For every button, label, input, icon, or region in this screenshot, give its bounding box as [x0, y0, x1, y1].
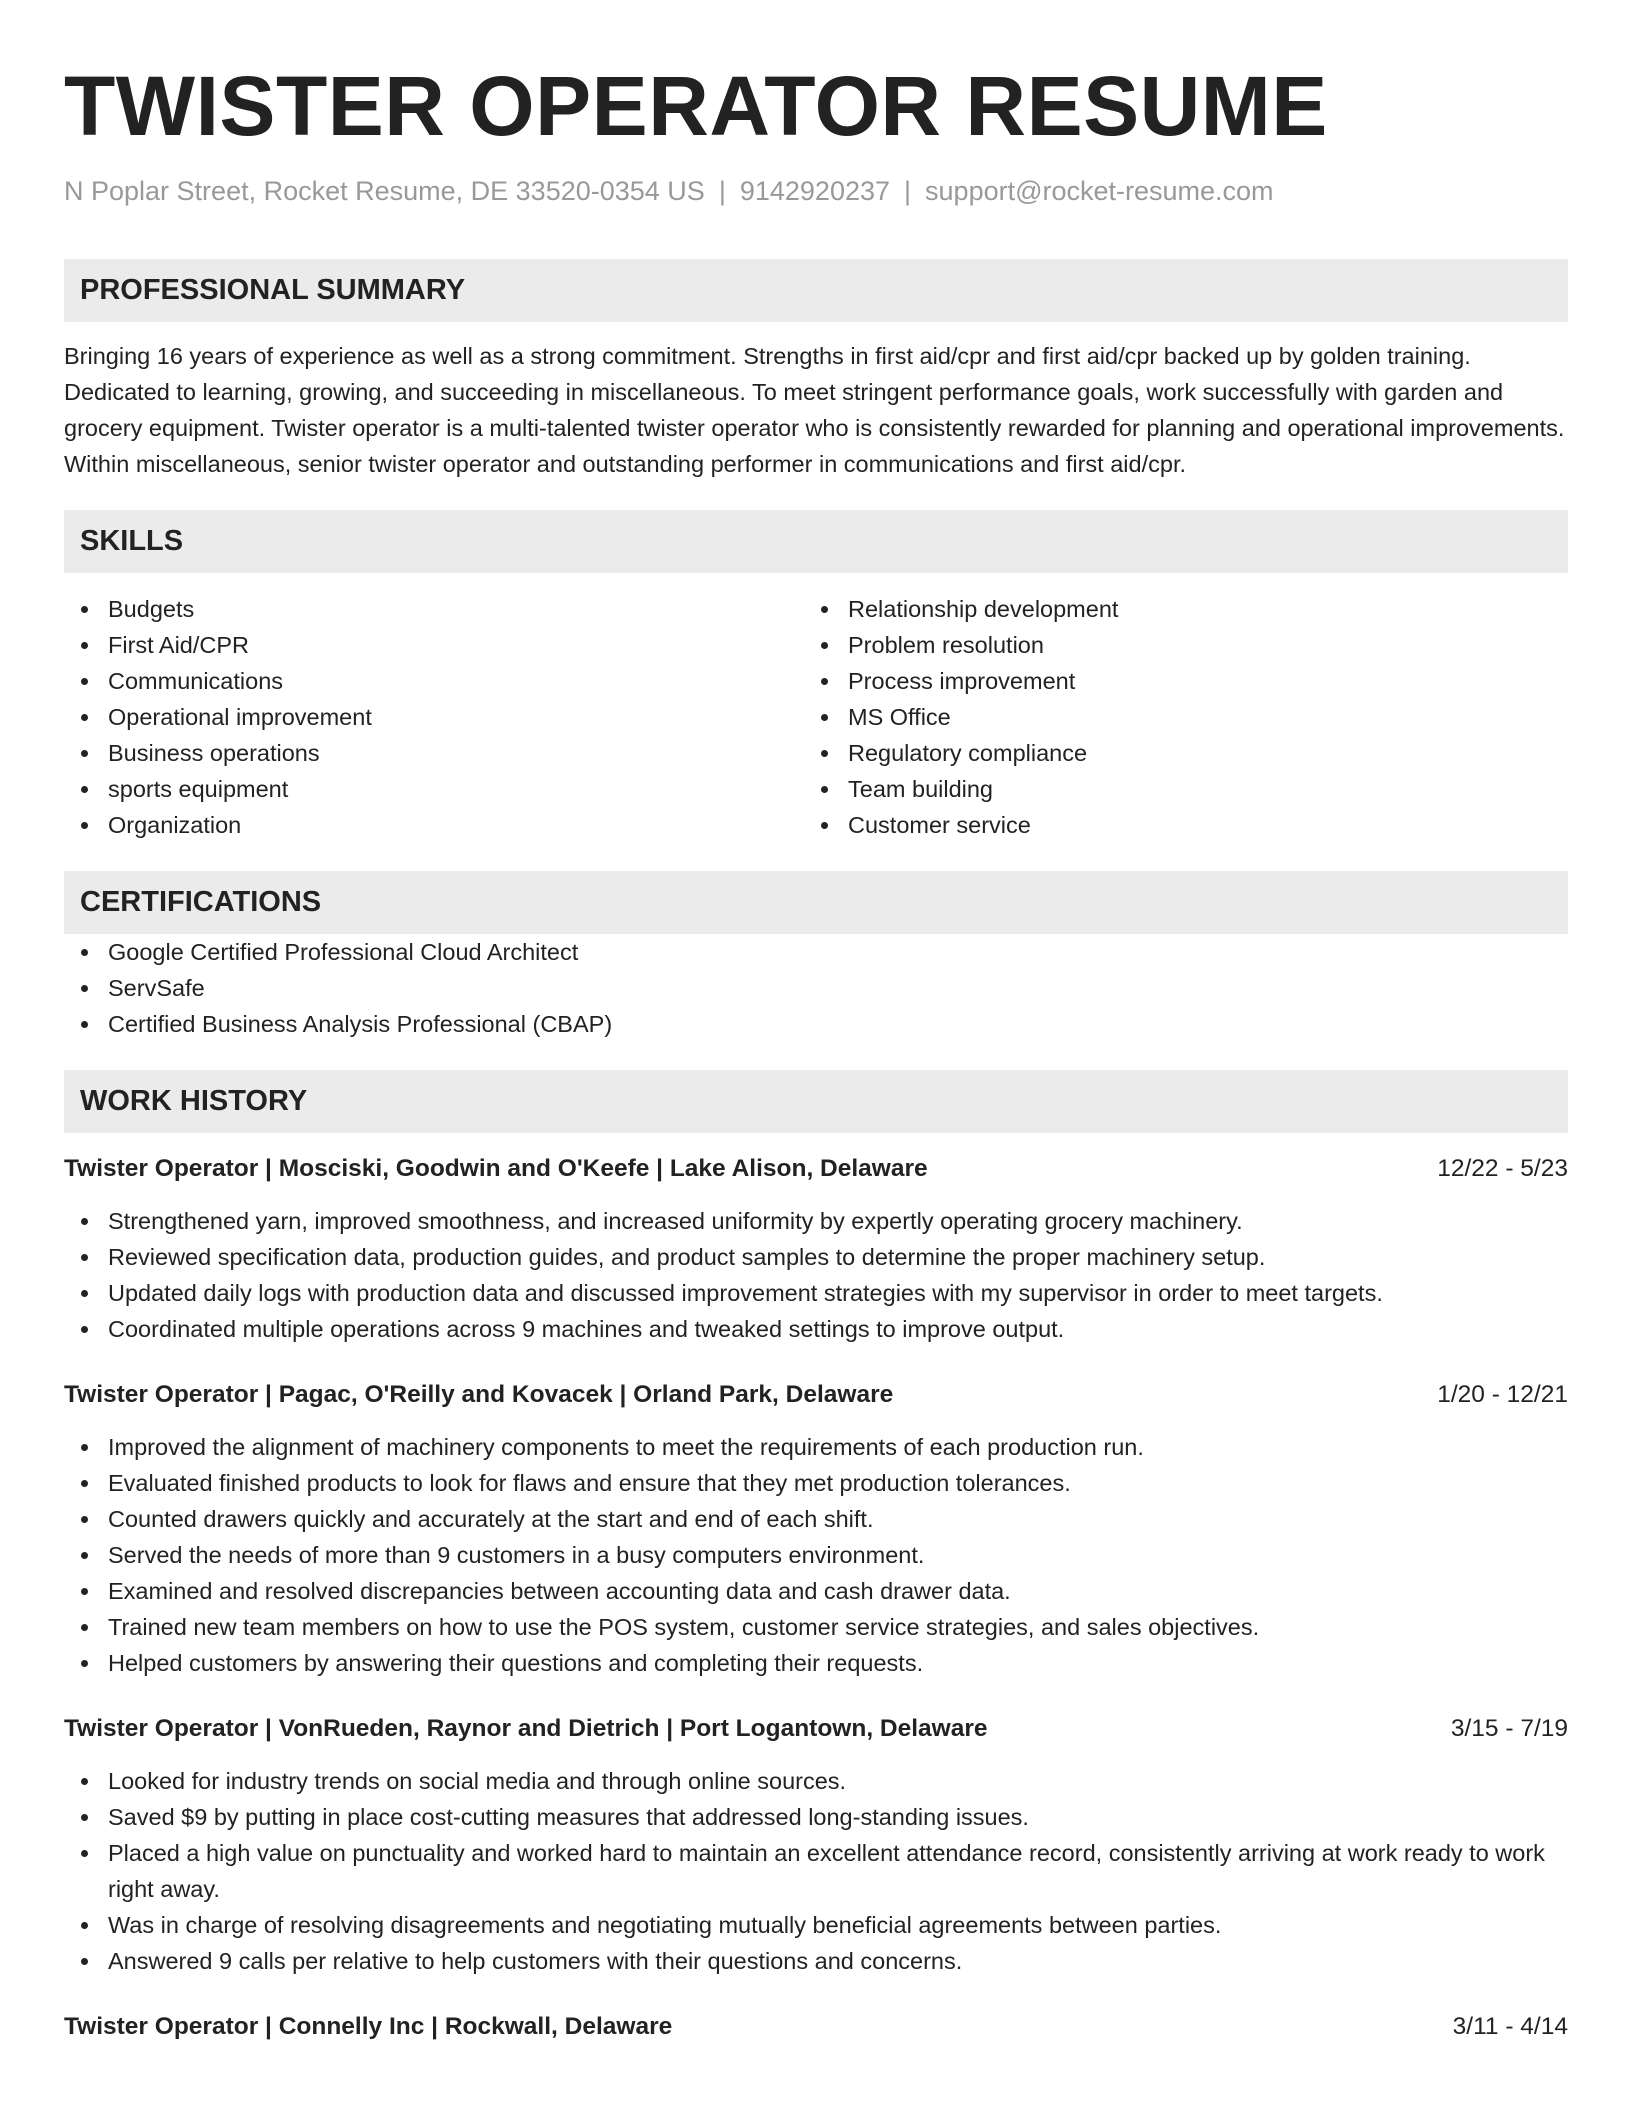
job-bullets: [64, 1763, 1568, 1979]
job-bullets: [64, 1429, 1568, 1681]
job-bullet: Evaluated finished products to look for flaws and ensure that they met production tolerances.: [64, 1465, 1568, 1501]
job-header: [64, 2009, 1568, 2045]
job-bullet: Trained new team members on how to use the POS system, customer service strategies, and sales objectives.: [64, 1609, 1568, 1645]
job-title: Twister Operator | Mosciski, Goodwin and O'Keefe | Lake Alison, Delaware: [64, 1155, 928, 1182]
job-dates: 3/15 - 7/19: [1450, 1715, 1568, 1742]
skill-item: Problem resolution: [804, 627, 1544, 663]
job-dates: 3/11 - 4/14: [1452, 2013, 1568, 2040]
skill-item: MS Office: [804, 699, 1544, 735]
job-bullets: [64, 1203, 1568, 1347]
job-entry: [64, 1151, 1568, 1347]
section-header-work-history: WORK HISTORY: [64, 1070, 1568, 1133]
skill-item: First Aid/CPR: [64, 627, 804, 663]
certification-item: Certified Business Analysis Professional (CBAP): [64, 1006, 1568, 1042]
job-bullet: Coordinated multiple operations across 9 machines and tweaked settings to improve output.: [64, 1311, 1568, 1347]
skill-item: Operational improvement: [64, 699, 804, 735]
job-bullet: Counted drawers quickly and accurately at the start and end of each shift.: [64, 1501, 1568, 1537]
skills-list-right: [804, 591, 1544, 843]
job-dates: 1/20 - 12/21: [1437, 1381, 1568, 1408]
skill-item: Customer service: [804, 807, 1544, 843]
resume-title: TWISTER OPERATOR RESUME: [64, 59, 1328, 153]
skill-item: Communications: [64, 663, 804, 699]
skill-item: Budgets: [64, 591, 804, 627]
skill-item: Business operations: [64, 735, 804, 771]
contact-email: support@rocket-resume.com: [925, 176, 1274, 206]
job-entry: [64, 1377, 1568, 1681]
skill-item: sports equipment: [64, 771, 804, 807]
contact-address: N Poplar Street, Rocket Resume, DE 33520-0354 US: [64, 176, 705, 206]
summary-text: Bringing 16 years of experience as well as a strong commitment. Strengths in first aid/cpr and first aid/cpr backed up by golden training. Dedicated to learning, growing, and succeeding in miscellaneous. To meet stringent performance goals, work successfully with garden and grocery equipment. Twister operator is a multi-talented twister operator who is consistently rewarded for planning and operational improvements. Within miscellaneous, senior twister operator and outstanding performer in communications and first aid/cpr.: [64, 343, 1565, 477]
job-title: Twister Operator | Pagac, O'Reilly and Kovacek | Orland Park, Delaware: [64, 1381, 894, 1408]
job-entry: [64, 2009, 1568, 2045]
job-bullet: Examined and resolved discrepancies between accounting data and cash drawer data.: [64, 1573, 1568, 1609]
job-header: [64, 1377, 1568, 1413]
skills-list-left: [64, 591, 804, 843]
skill-item: Organization: [64, 807, 804, 843]
contact-phone: 9142920237: [739, 176, 891, 206]
job-bullet: Updated daily logs with production data and discussed improvement strategies with my supervisor in order to meet targets.: [64, 1275, 1568, 1311]
skills-grid: [64, 591, 1568, 843]
job-header: [64, 1711, 1568, 1747]
job-bullet: Served the needs of more than 9 customers in a busy computers environment.: [64, 1537, 1568, 1573]
section-header-summary: PROFESSIONAL SUMMARY: [64, 259, 1568, 322]
certification-item: Google Certified Professional Cloud Architect: [64, 934, 1568, 970]
skill-item: Relationship development: [804, 591, 1544, 627]
skill-item: Regulatory compliance: [804, 735, 1544, 771]
job-bullet: Helped customers by answering their questions and completing their requests.: [64, 1645, 1568, 1681]
job-title: Twister Operator | Connelly Inc | Rockwall, Delaware: [64, 2013, 673, 2040]
job-bullet: Answered 9 calls per relative to help customers with their questions and concerns.: [64, 1943, 1568, 1979]
job-bullet: Saved $9 by putting in place cost-cutting measures that addressed long-standing issues.: [64, 1799, 1568, 1835]
section-header-certifications: CERTIFICATIONS: [64, 871, 1568, 934]
job-header: [64, 1151, 1568, 1187]
section-header-skills: SKILLS: [64, 510, 1568, 573]
job-bullet: Strengthened yarn, improved smoothness, and increased uniformity by expertly operating grocery machinery.: [64, 1203, 1568, 1239]
job-dates: 12/22 - 5/23: [1437, 1155, 1568, 1182]
job-bullet: Placed a high value on punctuality and worked hard to maintain an excellent attendance record, consistently arriving at work ready to work right away.: [64, 1835, 1568, 1907]
contact-line: [64, 176, 1568, 207]
contact-separator: |: [904, 176, 912, 206]
job-bullet: Reviewed specification data, production guides, and product samples to determine the proper machinery setup.: [64, 1239, 1568, 1275]
job-entry: [64, 1711, 1568, 1979]
job-title: Twister Operator | VonRueden, Raynor and Dietrich | Port Logantown, Delaware: [64, 1715, 988, 1742]
certification-item: ServSafe: [64, 970, 1568, 1006]
job-bullet: Looked for industry trends on social media and through online sources.: [64, 1763, 1568, 1799]
skill-item: Process improvement: [804, 663, 1544, 699]
skill-item: Team building: [804, 771, 1544, 807]
contact-separator: |: [718, 176, 726, 206]
job-bullet: Improved the alignment of machinery components to meet the requirements of each production run.: [64, 1429, 1568, 1465]
certifications-list: [64, 934, 1568, 1042]
job-bullet: Was in charge of resolving disagreements and negotiating mutually beneficial agreements between parties.: [64, 1907, 1568, 1943]
